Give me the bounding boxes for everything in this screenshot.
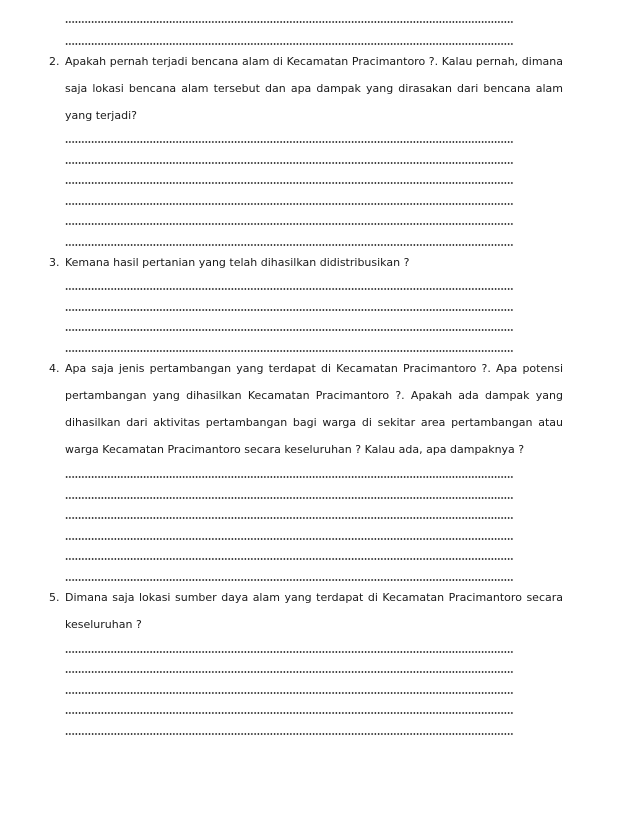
answer-line[interactable] (65, 711, 514, 715)
answer-line[interactable] (65, 650, 514, 654)
question-text: Dimana saja lokasi sumber daya alam yang terdapat di Kecamatan Pracimantoro secara (65, 591, 563, 604)
answer-line[interactable] (65, 202, 514, 206)
answer-line[interactable] (65, 20, 514, 24)
question-number: 2. (49, 55, 60, 68)
question-text: Kemana hasil pertanian yang telah dihasilkan didistribusikan ? (65, 256, 410, 269)
answer-line[interactable] (65, 537, 514, 541)
question-text: pertambangan yang dihasilkan Kecamatan Pracimantoro ?. Apakah ada dampak yang (65, 389, 563, 402)
answer-line[interactable] (65, 328, 514, 332)
question-text: Apa saja jenis pertambangan yang terdapat di Kecamatan Pracimantoro ?. Apa potensi (65, 362, 563, 375)
answer-line[interactable] (65, 557, 514, 561)
answer-line[interactable] (65, 578, 514, 582)
answer-line[interactable] (65, 670, 514, 674)
question-text: keseluruhan ? (65, 618, 142, 631)
answer-line[interactable] (65, 691, 514, 695)
answer-line[interactable] (65, 308, 514, 312)
answer-line[interactable] (65, 42, 514, 46)
question-text: saja lokasi bencana alam tersebut dan apa dampak yang dirasakan dari bencana alam (65, 82, 563, 95)
answer-line[interactable] (65, 287, 514, 291)
answer-line[interactable] (65, 140, 514, 144)
question-text: yang terjadi? (65, 109, 137, 122)
answer-line[interactable] (65, 496, 514, 500)
question-number: 4. (49, 362, 60, 375)
answer-line[interactable] (65, 732, 514, 736)
answer-line[interactable] (65, 161, 514, 165)
question-text: Apakah pernah terjadi bencana alam di Kecamatan Pracimantoro ?. Kalau pernah, dimana (65, 55, 563, 68)
answer-line[interactable] (65, 181, 514, 185)
question-text: warga Kecamatan Pracimantoro secara keseluruhan ? Kalau ada, apa dampaknya ? (65, 443, 525, 456)
answer-line[interactable] (65, 222, 514, 226)
question-number: 3. (49, 256, 60, 269)
question-number: 5. (49, 591, 60, 604)
answer-line[interactable] (65, 475, 514, 479)
answer-line[interactable] (65, 516, 514, 520)
question-text: dihasilkan dari aktivitas pertambangan bagi warga di sekitar area pertambangan atau (65, 416, 563, 429)
answer-line[interactable] (65, 243, 514, 247)
answer-line[interactable] (65, 349, 514, 353)
